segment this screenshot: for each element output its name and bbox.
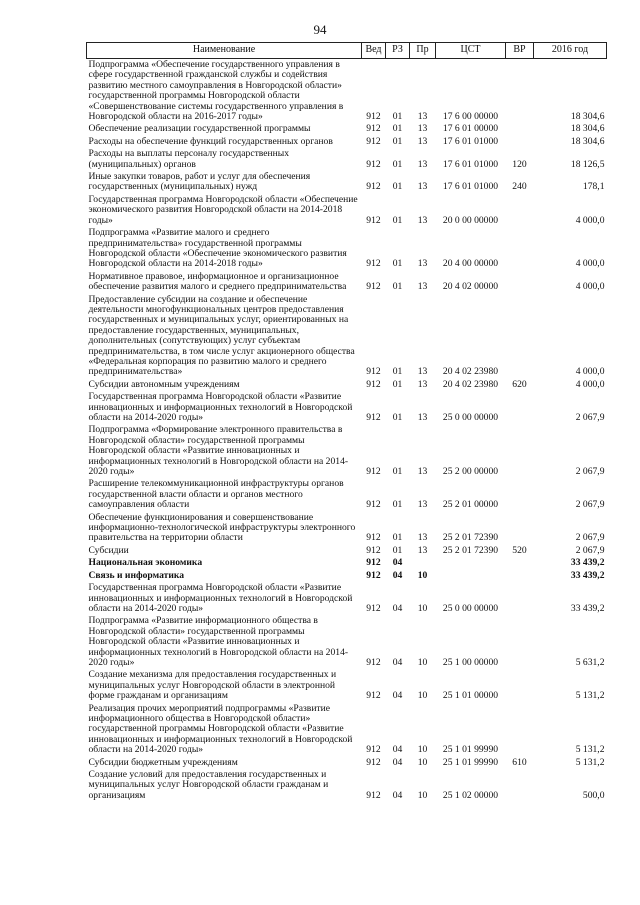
row-rz: 01	[392, 135, 403, 147]
row-vr: 120	[512, 158, 527, 170]
row-amount: 18 126,5	[570, 158, 605, 170]
row-amount: 4 000,0	[575, 378, 605, 390]
column-header-vr: ВР	[506, 43, 534, 59]
row-rz: 01	[392, 281, 403, 293]
row-amount: 5 131,2	[575, 756, 605, 768]
row-ved: 912	[366, 181, 381, 193]
row-pr: 13	[417, 532, 428, 544]
row-rz: 01	[392, 214, 403, 226]
row-vr	[506, 769, 534, 802]
row-amount: 5 631,2	[575, 656, 605, 668]
row-cst	[436, 557, 506, 569]
row-amount: 2 067,9	[575, 466, 605, 478]
row-pr: 10	[417, 569, 428, 581]
row-rz: 01	[392, 532, 403, 544]
row-name: Реализация прочих мероприятий подпрограммы «Развитие информационного общества в Новгородской области» государственной программы Новгородской области «Развитие инновационных и информационных технологий в Новгородской области на 2014-2020 годы»	[88, 702, 353, 756]
row-name: Государственная программа Новгородской области «Развитие инновационных и информационных технологий в Новгородской области на 2014-2020 годы»	[88, 582, 353, 614]
row-name: Создание механизма для предоставления государственных и муниципальных услуг Новгородской области в электронной форме гражданам и организациям	[88, 669, 337, 702]
row-amount: 4 000,0	[575, 258, 605, 270]
row-cst: 20 4 02 23980	[442, 378, 499, 390]
row-vr	[506, 59, 534, 124]
row-cst: 25 1 01 00000	[442, 690, 499, 702]
row-ved: 912	[366, 690, 381, 702]
table-row	[87, 379, 607, 391]
row-rz: 01	[392, 412, 403, 423]
table-row	[87, 171, 607, 194]
table-row	[87, 294, 607, 379]
row-vr	[506, 123, 534, 135]
row-vr: 620	[512, 378, 527, 390]
row-ved: 912	[366, 111, 381, 123]
row-ved: 912	[366, 756, 381, 768]
row-vr	[506, 512, 534, 545]
row-amount: 2 067,9	[575, 532, 605, 544]
row-rz: 01	[392, 366, 403, 378]
row-cst: 20 0 00 00000	[442, 214, 499, 226]
row-amount: 5 131,2	[575, 690, 605, 702]
row-pr: 13	[417, 111, 428, 123]
row-vr: 520	[512, 544, 527, 556]
row-ved: 912	[366, 123, 381, 135]
row-name: Расширение телекоммуникационной инфраструктуры органов государственной власти области и органов местного самоуправления области	[88, 478, 344, 511]
table-row	[87, 769, 607, 802]
row-name: Государственная программа Новгородской области «Развитие инновационных и информационных технологий в Новгородской области на 2014-2020 годы»	[88, 391, 353, 423]
row-pr: 13	[417, 214, 428, 226]
row-pr: 10	[417, 756, 428, 768]
row-rz: 01	[392, 258, 403, 270]
row-ved: 912	[366, 569, 381, 581]
row-amount: 33 439,2	[570, 557, 605, 569]
row-cst: 25 1 02 00000	[442, 789, 499, 801]
row-rz: 04	[392, 656, 403, 668]
row-ved: 912	[366, 656, 381, 668]
column-header-year: 2016 год	[534, 43, 607, 59]
table-row	[87, 227, 607, 271]
row-cst: 20 4 02 23980	[442, 366, 499, 378]
table-row	[87, 424, 607, 478]
row-ved: 912	[366, 258, 381, 270]
row-cst: 20 4 00 00000	[442, 258, 499, 270]
row-ved: 912	[366, 135, 381, 147]
row-vr	[506, 194, 534, 227]
row-cst: 17 6 00 00000	[442, 111, 499, 123]
table-row	[87, 478, 607, 511]
table-row	[87, 194, 607, 227]
row-vr	[506, 669, 534, 702]
row-pr: 13	[417, 544, 428, 556]
row-amount: 4 000,0	[575, 366, 605, 378]
row-name: Подпрограмма «Обеспечение государственного управления в сфере государственной гражданской службы и содействия развитию местного самоуправления в Новгородской области» государственной программы Новгородской области «Совершенствование системы государственного управления в Новгородской области на 2016-2017 годы»	[88, 59, 344, 123]
row-name: Создание условий для предоставления государственных и муниципальных услуг Новгородской области гражданам и организациям	[88, 769, 329, 801]
row-ved: 912	[366, 557, 381, 569]
row-cst: 17 6 01 01000	[442, 158, 499, 170]
row-amount: 18 304,6	[570, 123, 605, 135]
row-name: Субсидии бюджетным учреждениям	[88, 756, 238, 768]
row-name: Подпрограмма «Формирование электронного правительства в Новгородской области» государственной программы Новгородской области «Развитие инновационных и информационных технологий в Новгородской области на 2014-2020 годы»	[88, 424, 349, 478]
row-rz: 04	[392, 557, 403, 569]
row-pr	[410, 557, 436, 569]
row-cst: 25 0 00 00000	[442, 602, 499, 614]
row-rz: 04	[392, 756, 403, 768]
row-vr	[506, 615, 534, 669]
row-vr	[506, 136, 534, 148]
row-pr: 13	[417, 258, 428, 270]
row-vr	[506, 703, 534, 757]
row-ved: 912	[366, 602, 381, 614]
row-name: Связь и информатика	[88, 569, 185, 581]
row-name: Предоставление субсидии на создание и обеспечение деятельности многофункциональных центров предоставления государственных и муниципальных услуг, ориентированных на предоставление государственных, муниципальных, дополнительных (сопутствующих) услуг субъектам предпринимательства, в том числе услуг акционерного общества «Федеральная корпорация по развитию малого и среднего предпринимательства»	[88, 293, 355, 378]
row-pr: 13	[417, 281, 428, 293]
row-cst: 25 1 00 00000	[442, 656, 499, 668]
row-amount: 5 131,2	[575, 744, 605, 756]
row-vr	[506, 582, 534, 615]
row-vr	[506, 424, 534, 478]
row-ved: 912	[366, 214, 381, 226]
row-vr	[506, 391, 534, 424]
row-cst: 17 6 01 00000	[442, 123, 499, 135]
table-row	[87, 669, 607, 702]
row-pr: 10	[417, 602, 428, 614]
row-ved: 912	[366, 532, 381, 544]
row-amount: 500,0	[582, 789, 605, 801]
table-row	[87, 391, 607, 424]
row-pr: 13	[417, 181, 428, 193]
row-vr: 610	[512, 756, 527, 768]
row-name: Подпрограмма «Развитие информационного общества в Новгородской области» государственной программы Новгородской области «Развитие инновационных и информационных технологий в Новгородской области на 2014-2020 годы»	[88, 615, 349, 668]
table-header-row	[87, 43, 607, 59]
row-name: Подпрограмма «Развитие малого и среднего предпринимательства» государственной программы Новгородской области «Обеспечение экономического развития Новгородской области на 2014-2018 годы»	[88, 227, 347, 270]
table-row	[87, 570, 607, 582]
row-ved: 912	[366, 378, 381, 390]
row-amount: 2 067,9	[575, 544, 605, 556]
row-pr: 13	[417, 123, 428, 135]
row-pr: 13	[417, 135, 428, 147]
row-pr: 13	[417, 466, 428, 478]
row-name: Субсидии	[88, 544, 129, 556]
row-rz: 04	[392, 744, 403, 756]
row-cst: 25 2 00 00000	[442, 466, 499, 478]
row-name: Расходы на выплаты персоналу государственных (муниципальных) органов	[88, 148, 290, 170]
row-vr	[506, 478, 534, 511]
row-ved: 912	[366, 281, 381, 293]
row-cst: 25 2 01 72390	[442, 532, 499, 544]
row-name: Нормативное правовое, информационное и организационное обеспечение развития малого и среднего предпринимательства	[88, 270, 347, 293]
row-vr	[506, 271, 534, 294]
row-rz: 01	[392, 123, 403, 135]
table-row	[87, 582, 607, 615]
row-cst: 25 0 00 00000	[442, 412, 499, 423]
row-name: Обеспечение реализации государственной программы	[88, 123, 311, 135]
row-amount: 18 304,6	[570, 135, 605, 147]
row-vr	[506, 227, 534, 271]
row-name: Национальная экономика	[88, 557, 203, 569]
row-ved: 912	[366, 744, 381, 756]
row-rz: 01	[392, 544, 403, 556]
row-rz: 04	[392, 569, 403, 581]
row-amount: 18 304,6	[570, 111, 605, 123]
row-cst	[436, 570, 506, 582]
row-vr	[506, 570, 534, 582]
row-cst: 25 2 01 00000	[442, 499, 499, 511]
table-row	[87, 512, 607, 545]
table-row	[87, 123, 607, 135]
table-row	[87, 59, 607, 124]
row-pr: 10	[417, 744, 428, 756]
page-number: 94	[313, 22, 327, 37]
row-pr: 10	[417, 789, 428, 801]
table-row	[87, 136, 607, 148]
row-cst: 25 2 01 72390	[442, 544, 499, 556]
row-cst: 20 4 02 00000	[442, 281, 499, 293]
row-cst: 17 6 01 01000	[442, 181, 499, 193]
row-rz: 04	[392, 789, 403, 801]
row-ved: 912	[366, 544, 381, 556]
row-ved: 912	[366, 789, 381, 801]
row-rz: 01	[392, 181, 403, 193]
row-ved: 912	[366, 412, 381, 423]
row-amount: 33 439,2	[570, 602, 605, 614]
row-amount: 2 067,9	[575, 412, 605, 423]
row-cst: 25 1 01 99990	[442, 756, 499, 768]
table-row	[87, 148, 607, 171]
row-pr: 13	[417, 158, 428, 170]
row-vr	[506, 557, 534, 569]
table-row	[87, 757, 607, 769]
row-rz: 01	[392, 466, 403, 478]
column-header-cst: ЦСТ	[436, 43, 506, 59]
row-name: Субсидии автономным учреждениям	[88, 378, 240, 390]
row-amount: 33 439,2	[570, 569, 605, 581]
row-ved: 912	[366, 366, 381, 378]
row-pr: 13	[417, 366, 428, 378]
row-vr: 240	[512, 181, 527, 193]
row-pr: 10	[417, 656, 428, 668]
row-name: Государственная программа Новгородской области «Обеспечение экономического развития Новгородской области на 2014-2018 годы»	[88, 193, 358, 226]
row-name: Иные закупки товаров, работ и услуг для обеспечения государственных (муниципальных) нужд	[88, 171, 311, 193]
row-pr: 10	[417, 690, 428, 702]
row-pr: 13	[417, 499, 428, 511]
row-rz: 04	[392, 690, 403, 702]
row-amount: 4 000,0	[575, 281, 605, 293]
budget-table	[86, 42, 607, 802]
row-amount: 2 067,9	[575, 499, 605, 511]
table-row	[87, 545, 607, 557]
column-header-pr: Пр	[410, 43, 436, 59]
table-row	[87, 557, 607, 569]
column-header-name: Наименование	[87, 43, 362, 59]
row-ved: 912	[366, 158, 381, 170]
row-amount: 178,1	[582, 181, 605, 193]
row-pr: 13	[417, 412, 428, 423]
row-rz: 01	[392, 158, 403, 170]
table-row	[87, 703, 607, 757]
row-rz: 01	[392, 378, 403, 390]
column-header-rz: РЗ	[386, 43, 410, 59]
row-amount: 4 000,0	[575, 214, 605, 226]
row-vr	[506, 294, 534, 379]
row-name: Расходы на обеспечение функций государственных органов	[88, 135, 333, 147]
table-row	[87, 271, 607, 294]
row-rz: 04	[392, 602, 403, 614]
table-row	[87, 615, 607, 669]
row-ved: 912	[366, 466, 381, 478]
row-rz: 01	[392, 499, 403, 511]
row-name: Обеспечение функционирования и совершенствование информационно-технологической инфраструктуры электронного правительства на территории области	[88, 511, 356, 544]
row-ved: 912	[366, 499, 381, 511]
column-header-ved: Вед	[362, 43, 386, 59]
row-pr: 13	[417, 378, 428, 390]
row-cst: 17 6 01 01000	[442, 135, 499, 147]
row-rz: 01	[392, 111, 403, 123]
row-cst: 25 1 01 99990	[442, 744, 499, 756]
